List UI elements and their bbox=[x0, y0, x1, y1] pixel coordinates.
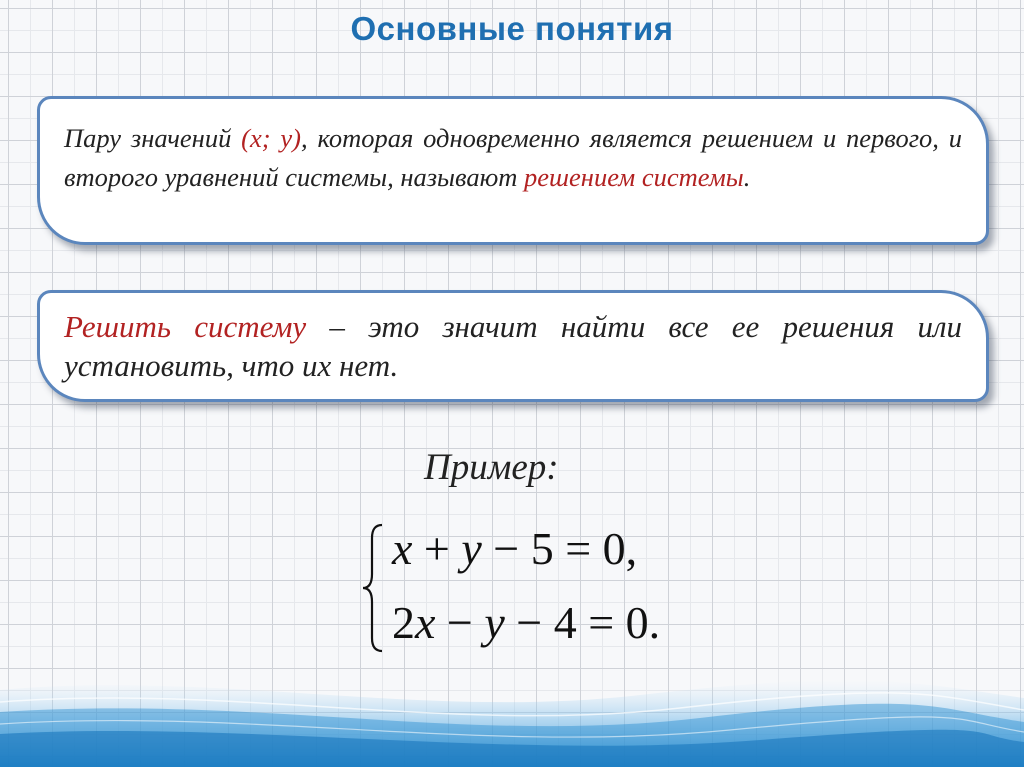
system-equation-1 bbox=[392, 522, 637, 575]
definition-text-middle: , которая одновременно является решением и первого, и второго уравнений системы, называют bbox=[64, 123, 963, 192]
term-solve-system: Решить систему bbox=[64, 309, 307, 344]
slide-title: Основные понятия bbox=[350, 10, 674, 47]
definition-text-rest: – это значит найти все ее решения или установить, что их нет. bbox=[64, 309, 962, 383]
variable-x: x bbox=[392, 523, 413, 574]
example-label: Пример: bbox=[424, 447, 559, 488]
equation-rest: − 5 = 0, bbox=[481, 523, 638, 574]
term-system-solution: решением системы bbox=[524, 162, 744, 192]
variable-x: x bbox=[415, 597, 436, 648]
variable-y: y bbox=[484, 597, 505, 648]
definition-text bbox=[64, 119, 962, 197]
operator: + bbox=[412, 523, 462, 574]
pair-notation: (x; y) bbox=[241, 123, 302, 153]
definition-text-start: Пару значений bbox=[64, 123, 242, 153]
system-brace bbox=[360, 522, 390, 654]
variable-y: y bbox=[461, 523, 482, 574]
operator: − bbox=[435, 597, 485, 648]
coefficient: 2 bbox=[392, 597, 415, 648]
system-equation-2 bbox=[392, 596, 660, 649]
definition-card-solution bbox=[37, 96, 989, 245]
definition-text bbox=[64, 307, 962, 385]
definition-text-end: . bbox=[743, 162, 751, 192]
decorative-waves bbox=[0, 650, 1024, 767]
definition-card-solve bbox=[37, 290, 989, 402]
equation-rest: − 4 = 0. bbox=[504, 597, 661, 648]
